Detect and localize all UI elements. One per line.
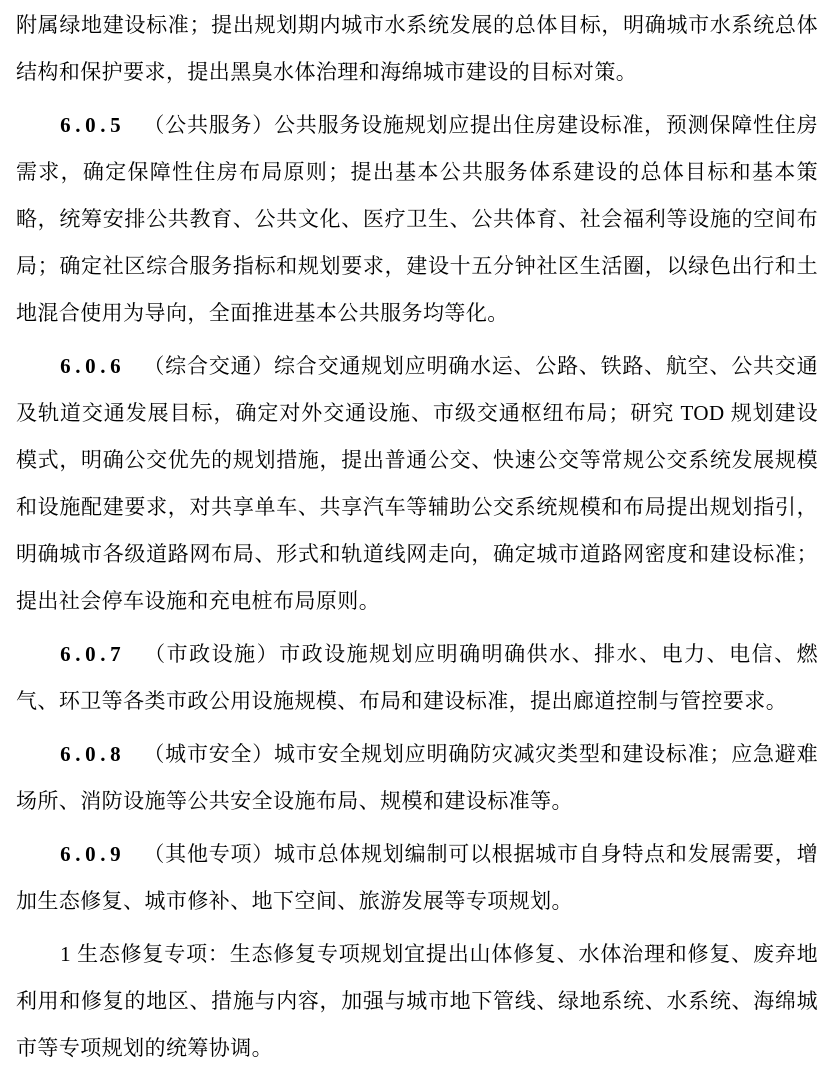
- paragraph-text: 附属绿地建设标准；提出规划期内城市水系统发展的总体目标，明确城市水系统总体结构和保护要求，提出黑臭水体治理和海绵城市建设的目标对策。: [16, 13, 818, 84]
- paragraph-text: （综合交通）综合交通规划应明确水运、公路、铁路、航空、公共交通及轨道交通发展目标，确定对外交通设施、市级交通枢纽布局；研究 TOD 规划建设模式，明确公交优先的规划措施，提出普通公交、快速公交等常规公交系统发展规模和设施配建要求，对共享单车、共享汽车等辅助公交系统规模和布局提出规划指引，明确城市各级道路网布局、形式和轨道线网走向，确定城市道路网密度和建设标准；提出社会停车设施和充电桩布局原则。: [16, 354, 818, 613]
- paragraph-6-0-5: [16, 102, 818, 337]
- clause-number: 6.0.9: [60, 842, 126, 866]
- paragraph-6-0-7: [16, 631, 818, 725]
- paragraph-text: （城市安全）城市安全规划应明确防灾减灾类型和建设标准；应急避难场所、消防设施等公共安全设施布局、规模和建设标准等。: [16, 742, 818, 813]
- clause-number: 6.0.5: [60, 113, 126, 137]
- clause-number: 6.0.6: [60, 354, 126, 378]
- paragraph-text: 1 生态修复专项：生态修复专项规划宜提出山体修复、水体治理和修复、废弃地利用和修复的地区、措施与内容，加强与城市地下管线、绿地系统、水系统、海绵城市等专项规划的统筹协调。: [16, 942, 818, 1060]
- paragraph-text: （公共服务）公共服务设施规划应提出住房建设标准，预测保障性住房需求，确定保障性住房布局原则；提出基本公共服务体系建设的总体目标和基本策略，统筹安排公共教育、公共文化、医疗卫生、公共体育、社会福利等设施的空间布局；确定社区综合服务指标和规划要求，建设十五分钟社区生活圈，以绿色出行和土地混合使用为导向，全面推进基本公共服务均等化。: [16, 113, 818, 325]
- paragraph-6-0-6: [16, 343, 818, 625]
- clause-number: 6.0.8: [60, 742, 126, 766]
- paragraph-6-0-9: [16, 831, 818, 925]
- paragraph-6-0-8: [16, 731, 818, 825]
- clause-number: 6.0.7: [60, 642, 126, 666]
- paragraph-text: （市政设施）市政设施规划应明确明确供水、排水、电力、电信、燃气、环卫等各类市政公用设施规模、布局和建设标准，提出廊道控制与管控要求。: [16, 642, 818, 713]
- paragraph-subitem-1: [16, 931, 818, 1072]
- paragraph-text: （其他专项）城市总体规划编制可以根据城市自身特点和发展需要，增加生态修复、城市修补、地下空间、旅游发展等专项规划。: [16, 842, 818, 913]
- paragraph-continuation: [16, 2, 818, 96]
